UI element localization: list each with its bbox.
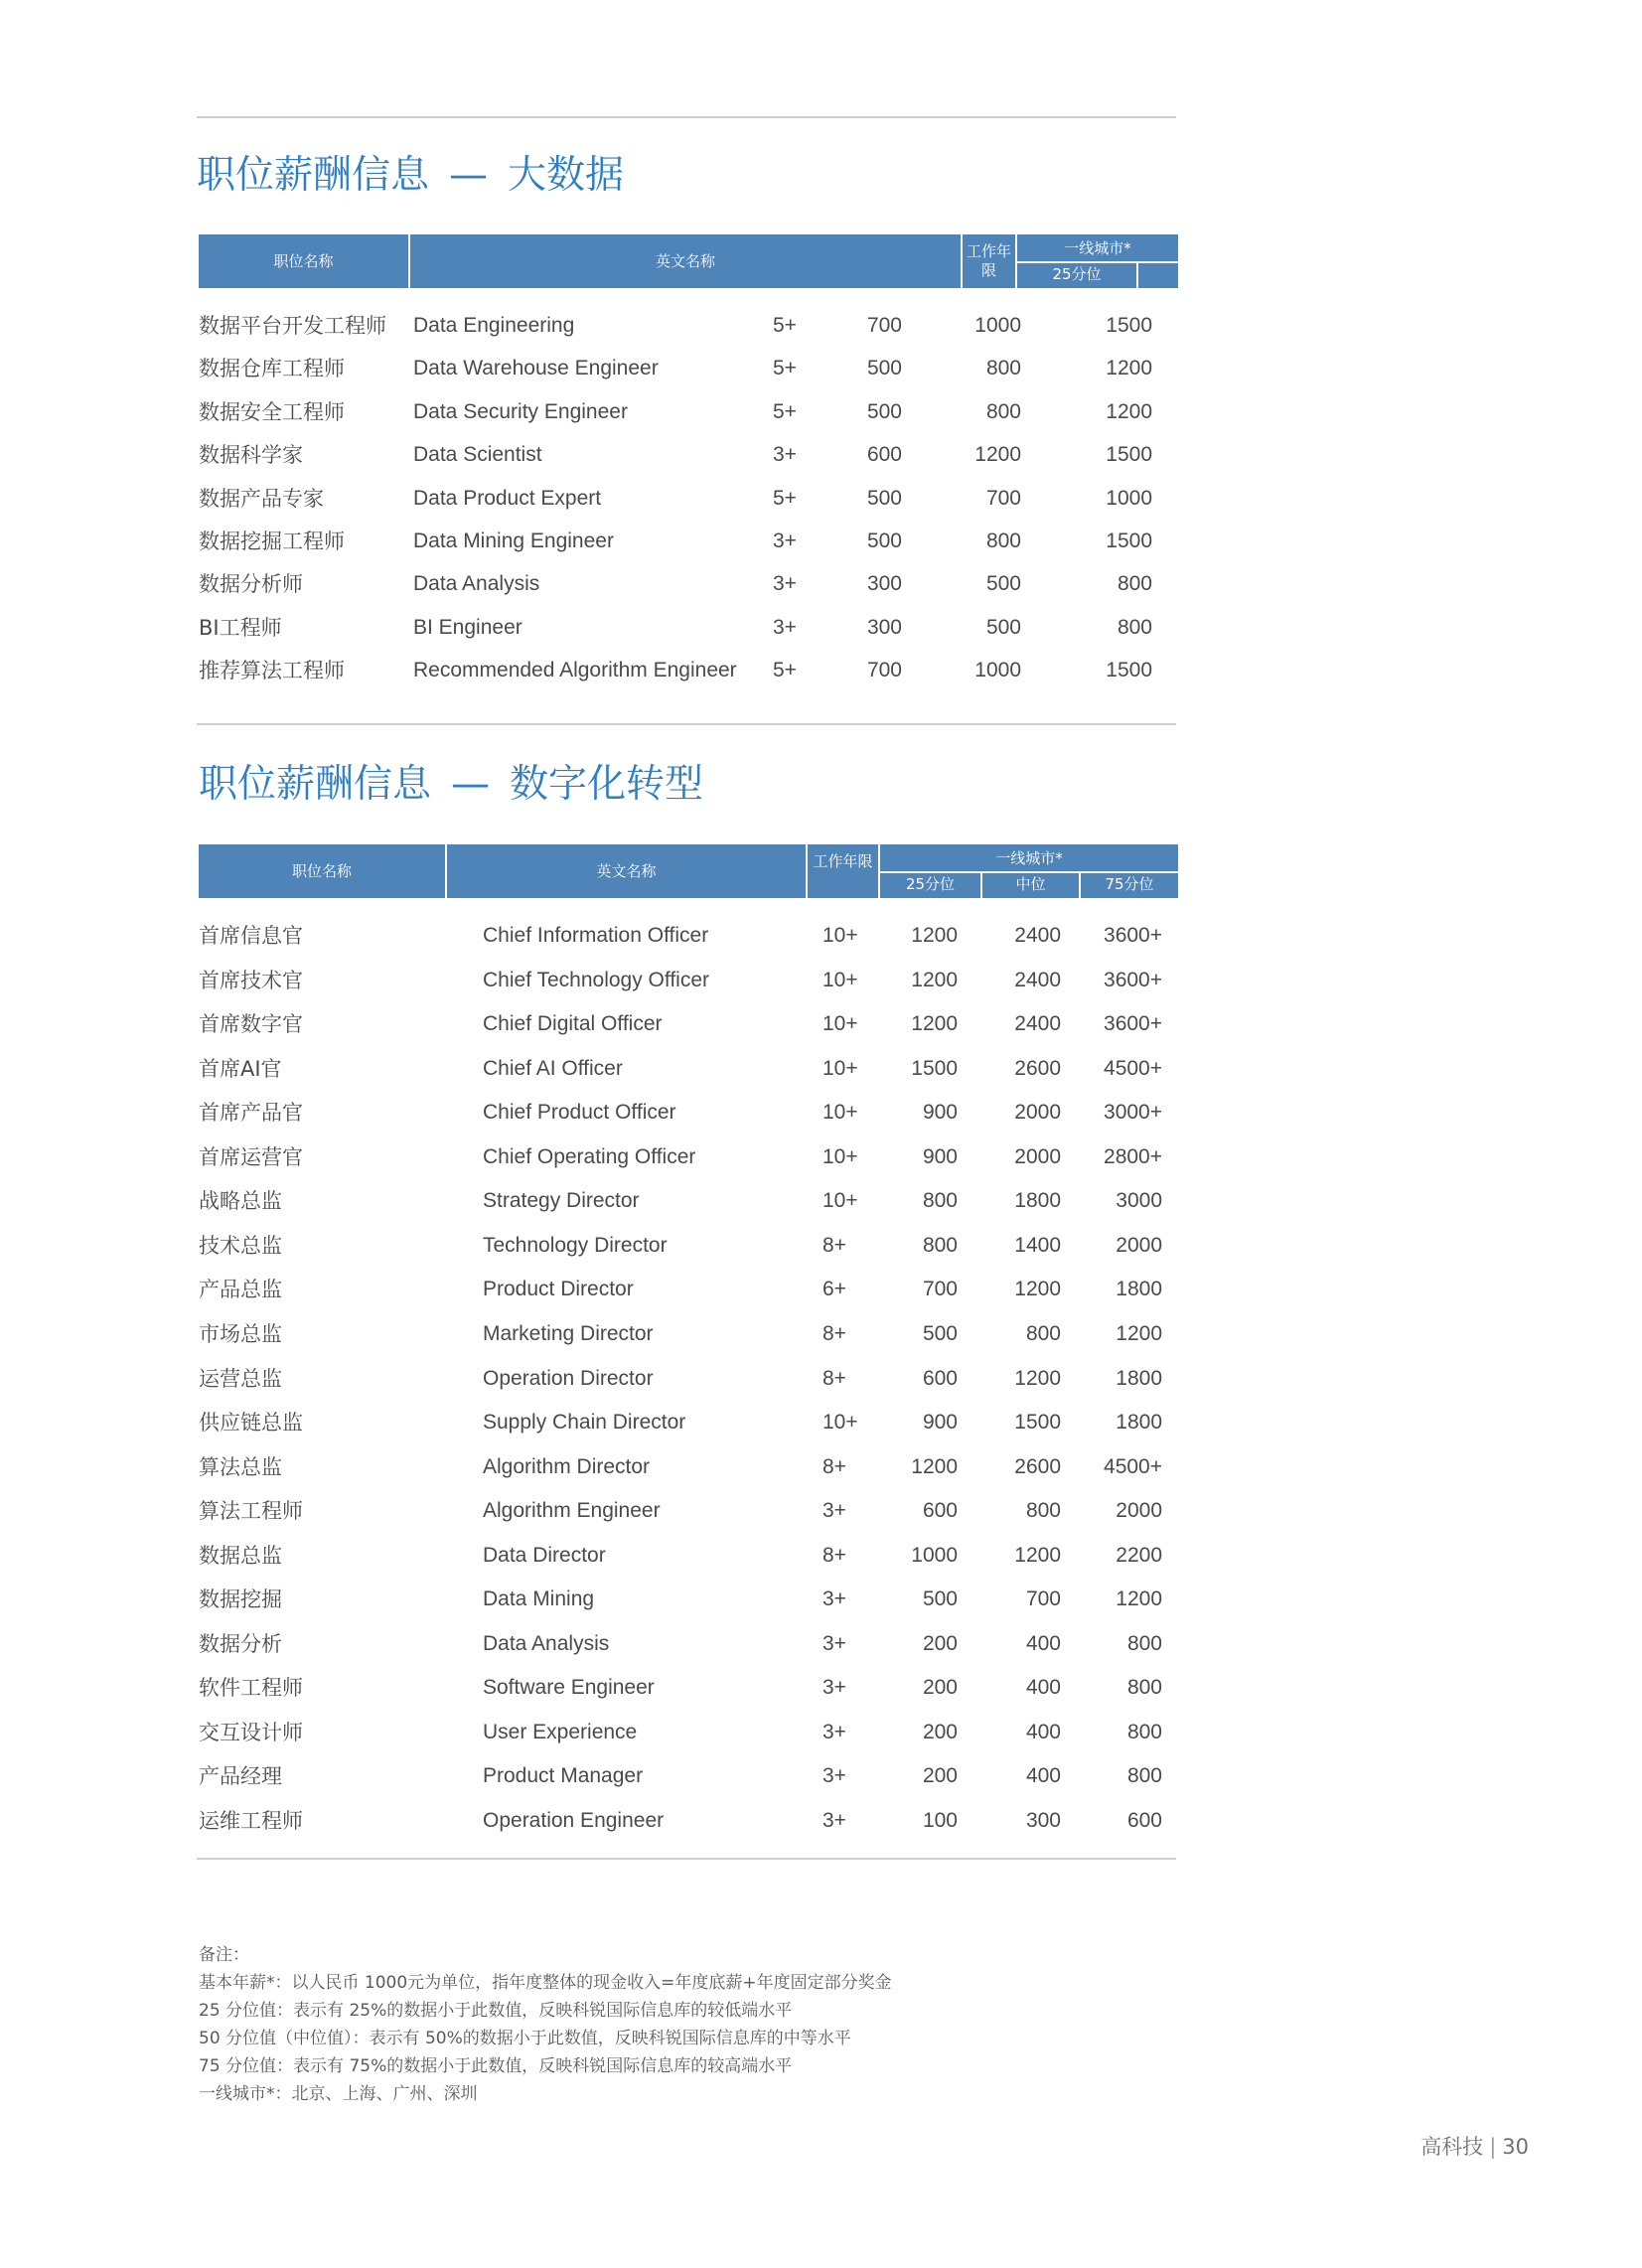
median-cell: 1200 [974,443,1021,467]
title-sub: 数字化转型 [510,762,704,807]
p75-cell: 800 [1126,1676,1162,1700]
years-cell: 5+ [773,399,797,423]
median-cell: 2000 [1014,1144,1061,1168]
role-en-cell: Data Product Expert [413,486,602,510]
role-cn-cell: 软件工程师 [199,1676,303,1701]
table-row [0,914,1642,958]
p75-cell: 800 [1117,615,1152,639]
role-en-cell: Supply Chain Director [483,1411,686,1435]
header-role-en: 英文名称 [655,252,715,270]
role-cn-cell: 首席数字官 [199,1012,303,1037]
notes [199,1941,1291,2108]
role-cn-cell: 算法总监 [199,1454,282,1479]
table-row [0,959,1642,1002]
p75-cell: 2000 [1116,1233,1162,1257]
role-en-cell: Data Scientist [413,443,542,467]
role-en-cell: Operation Engineer [483,1809,665,1832]
role-cn-cell: 数据平台开发工程师 [199,314,386,338]
table-row [0,477,1642,521]
role-cn-cell: 产品总监 [199,1278,282,1302]
role-en-cell: Product Director [483,1278,634,1301]
median-cell: 400 [1025,1631,1061,1655]
header-role-cn: 职位名称 [273,252,334,270]
median-cell: 1000 [974,659,1021,682]
role-en-cell: Chief Information Officer [483,924,709,947]
role-en-cell: Data Mining Engineer [413,529,614,552]
p75-cell: 1800 [1116,1411,1162,1435]
median-cell: 300 [1025,1809,1061,1832]
p25-cell: 600 [922,1366,958,1390]
table-row [0,1357,1642,1401]
section-title [197,152,624,200]
role-en-cell: Technology Director [483,1233,668,1257]
role-en-cell: Data Analysis [483,1631,610,1655]
p75-cell: 3000+ [1104,1101,1162,1125]
table-row [0,1489,1642,1533]
table-row [0,1135,1642,1179]
median-cell: 2000 [1014,1101,1061,1125]
role-cn-cell: 数据分析师 [199,572,303,597]
top-rule [197,116,1176,118]
years-cell: 3+ [773,615,797,639]
header-p75: 75分位 [1105,875,1154,893]
page-footer [1420,2132,1529,2162]
footer-category: 高科技 [1420,2135,1484,2159]
role-cn-cell: 首席技术官 [199,968,303,992]
role-en-cell: Strategy Director [483,1189,640,1213]
p75-cell: 4500+ [1104,1056,1162,1080]
role-cn-cell: 推荐算法工程师 [199,659,345,683]
median-cell: 800 [1025,1499,1061,1523]
p25-cell: 500 [866,486,902,510]
table-row [0,606,1642,650]
p25-cell: 800 [922,1189,958,1213]
role-en-cell: Algorithm Director [483,1454,651,1478]
role-en-cell: Chief Operating Officer [483,1144,696,1168]
table-row [0,1091,1642,1134]
role-en-cell: Data Director [483,1543,606,1567]
p75-cell: 3600+ [1104,968,1162,991]
role-en-cell: Chief Digital Officer [483,1012,663,1036]
table-row [0,1401,1642,1444]
p75-cell: 2800+ [1104,1144,1162,1168]
section-rule [197,1858,1176,1860]
median-cell: 2400 [1014,924,1061,947]
median-cell: 500 [985,615,1021,639]
years-cell: 5+ [773,659,797,682]
p25-cell: 300 [866,615,902,639]
years-cell: 10+ [822,1189,858,1213]
years-cell: 8+ [822,1233,846,1257]
p25-cell: 1200 [911,1454,958,1478]
header-role-cn: 职位名称 [291,862,352,880]
role-cn-cell: 首席产品官 [199,1101,303,1126]
role-cn-cell: 技术总监 [199,1233,282,1258]
section-rule [197,723,1176,725]
years-cell: 8+ [822,1454,846,1478]
p75-cell: 1500 [1106,659,1152,682]
table-row [0,1179,1642,1223]
page-number: 30 [1502,2135,1529,2159]
role-cn-cell: 运营总监 [199,1366,282,1391]
p25-cell: 500 [866,529,902,552]
p75-cell: 1500 [1106,443,1152,467]
role-cn-cell: 数据科学家 [199,443,303,468]
p75-cell: 1200 [1116,1321,1162,1345]
role-cn-cell: 算法工程师 [199,1499,303,1524]
p25-cell: 600 [922,1499,958,1523]
role-en-cell: Data Analysis [413,572,540,596]
role-cn-cell: 供应链总监 [199,1411,303,1436]
p75-cell: 1200 [1106,357,1152,380]
median-cell: 1800 [1014,1189,1061,1213]
p25-cell: 200 [922,1764,958,1788]
p75-cell: 1000 [1106,486,1152,510]
p75-cell: 2200 [1116,1543,1162,1567]
p75-cell: 1500 [1106,529,1152,552]
role-cn-cell: 数据产品专家 [199,486,324,511]
years-cell: 10+ [822,968,858,991]
header-group: 一线城市* [1064,239,1131,257]
header-role-en: 英文名称 [596,862,657,880]
role-en-cell: Data Mining [483,1588,595,1611]
role-cn-cell: 数据仓库工程师 [199,357,345,381]
median-cell: 2400 [1014,968,1061,991]
p25-cell: 900 [922,1144,958,1168]
median-cell: 400 [1025,1764,1061,1788]
title-dash: — [451,762,491,807]
p75-cell: 1800 [1116,1366,1162,1390]
p25-cell: 700 [866,314,902,337]
years-cell: 5+ [773,486,797,510]
p25-cell: 700 [922,1278,958,1301]
role-en-cell: BI Engineer [413,615,522,639]
table-row [0,520,1642,563]
title-main: 职位薪酬信息 [199,762,432,807]
table-row [0,1622,1642,1666]
role-en-cell: Chief Product Officer [483,1101,676,1125]
years-cell: 3+ [773,443,797,467]
median-cell: 700 [1025,1588,1061,1611]
median-cell: 400 [1025,1720,1061,1743]
p25-cell: 300 [866,572,902,596]
note-p25: 25 分位值：表示有 25%的数据小于此数值，反映科锐国际信息库的较低端水平 [199,2001,793,2021]
median-cell: 800 [985,529,1021,552]
p75-cell: 600 [1126,1809,1162,1832]
years-cell: 8+ [822,1366,846,1390]
p75-cell: 3600+ [1104,924,1162,947]
p75-cell: 3600+ [1104,1012,1162,1036]
title-dash: — [449,153,489,198]
years-cell: 10+ [822,1056,858,1080]
table-row [0,433,1642,477]
years-cell: 10+ [822,1411,858,1435]
p75-cell: 3000 [1116,1189,1162,1213]
median-cell: 1400 [1014,1233,1061,1257]
p75-cell: 1800 [1116,1278,1162,1301]
role-en-cell: Data Security Engineer [413,399,628,423]
role-cn-cell: BI工程师 [199,615,282,640]
role-cn-cell: 数据分析 [199,1631,282,1656]
median-cell: 1200 [1014,1366,1061,1390]
p75-cell: 1200 [1106,399,1152,423]
table-row [0,1047,1642,1091]
table-header [199,844,1178,898]
note-p50: 50 分位值（中位值）：表示有 50%的数据小于此数值，反映科锐国际信息库的中等水平 [199,2029,851,2048]
years-cell: 3+ [822,1631,846,1655]
role-cn-cell: 运维工程师 [199,1809,303,1833]
role-en-cell: Chief AI Officer [483,1056,623,1080]
header-p75: 75分位 [1291,265,1342,283]
section-title [199,761,703,809]
role-en-cell: Product Manager [483,1764,644,1788]
role-cn-cell: 数据挖掘工程师 [199,529,345,553]
role-en-cell: Algorithm Engineer [483,1499,661,1523]
note-p75: 75 分位值：表示有 75%的数据小于此数值，反映科锐国际信息库的较高端水平 [199,2056,793,2076]
table-row [0,649,1642,692]
median-cell: 800 [985,357,1021,380]
role-en-cell: Recommended Algorithm Engineer [413,659,737,682]
role-en-cell: Software Engineer [483,1676,655,1700]
p25-cell: 600 [866,443,902,467]
table-row [0,1666,1642,1710]
table-row [0,304,1642,348]
p75-cell: 4500+ [1104,1454,1162,1478]
table-header [199,234,1342,288]
years-cell: 3+ [822,1676,846,1700]
role-cn-cell: 市场总监 [199,1321,282,1346]
p75-cell: 800 [1126,1720,1162,1743]
table-row [0,1578,1642,1621]
role-cn-cell: 交互设计师 [199,1720,303,1744]
role-en-cell: Chief Technology Officer [483,968,710,991]
table-row [0,1268,1642,1311]
years-cell: 6+ [822,1278,846,1301]
p75-cell: 2000 [1116,1499,1162,1523]
header-p25: 25分位 [1052,265,1102,283]
table-row [0,1534,1642,1578]
table-row [0,1799,1642,1843]
p25-cell: 500 [866,357,902,380]
footer-separator: | [1489,2135,1497,2159]
notes-label: 备注： [199,1945,249,1965]
table-row [0,390,1642,434]
years-cell: 3+ [822,1499,846,1523]
role-en-cell: User Experience [483,1720,638,1743]
role-cn-cell: 产品经理 [199,1764,282,1789]
role-en-cell: Data Warehouse Engineer [413,357,659,380]
years-cell: 8+ [822,1543,846,1567]
years-cell: 3+ [773,529,797,552]
p25-cell: 200 [922,1631,958,1655]
p75-cell: 1200 [1116,1588,1162,1611]
median-cell: 400 [1025,1676,1061,1700]
p25-cell: 1200 [911,1012,958,1036]
title-main: 职位薪酬信息 [197,153,430,198]
role-cn-cell: 数据安全工程师 [199,399,345,424]
table-row [0,1002,1642,1046]
median-cell: 1200 [1014,1278,1061,1301]
years-cell: 3+ [822,1764,846,1788]
role-cn-cell: 战略总监 [199,1189,282,1214]
years-cell: 10+ [822,1101,858,1125]
years-cell: 5+ [773,314,797,337]
role-en-cell: Data Engineering [413,314,575,337]
p75-cell: 800 [1126,1764,1162,1788]
p25-cell: 500 [866,399,902,423]
years-cell: 5+ [773,357,797,380]
table-row [0,562,1642,606]
role-en-cell: Marketing Director [483,1321,654,1345]
table-row [0,1445,1642,1489]
median-cell: 800 [1025,1321,1061,1345]
table-row [0,1312,1642,1356]
median-cell: 1500 [1014,1411,1061,1435]
p25-cell: 900 [922,1101,958,1125]
role-cn-cell: 数据总监 [199,1543,282,1568]
median-cell: 500 [985,572,1021,596]
p25-cell: 700 [866,659,902,682]
median-cell: 2600 [1014,1454,1061,1478]
p75-cell: 1500 [1106,314,1152,337]
p25-cell: 1500 [911,1056,958,1080]
table-row [0,1711,1642,1754]
years-cell: 10+ [822,924,858,947]
p25-cell: 1200 [911,924,958,947]
p25-cell: 500 [922,1588,958,1611]
years-cell: 3+ [822,1720,846,1743]
years-cell: 3+ [773,572,797,596]
p25-cell: 200 [922,1676,958,1700]
p25-cell: 1200 [911,968,958,991]
role-en-cell: Operation Director [483,1366,654,1390]
median-cell: 2400 [1014,1012,1061,1036]
p25-cell: 500 [922,1321,958,1345]
years-cell: 10+ [822,1144,858,1168]
header-years: 工作年限 [966,242,1011,279]
table-row [0,347,1642,390]
header-median: 中位 [1181,265,1212,283]
median-cell: 800 [985,399,1021,423]
note-tier1-cities: 一线城市*：北京、上海、广州、深圳 [199,2084,478,2104]
note-base-salary: 基本年薪*：以人民币 1000元为单位，指年度整体的现金收入=年度底薪+年度固定部分奖金 [199,1973,892,1993]
p75-cell: 800 [1117,572,1152,596]
p25-cell: 1000 [911,1543,958,1567]
median-cell: 1000 [974,314,1021,337]
years-cell: 3+ [822,1588,846,1611]
years-cell: 3+ [822,1809,846,1832]
median-cell: 2600 [1014,1056,1061,1080]
p75-cell: 800 [1126,1631,1162,1655]
median-cell: 700 [985,486,1021,510]
years-cell: 10+ [822,1012,858,1036]
years-cell: 8+ [822,1321,846,1345]
header-years: 工作年限 [813,852,873,870]
p25-cell: 800 [922,1233,958,1257]
role-cn-cell: 首席信息官 [199,924,303,948]
title-sub: 大数据 [508,153,625,198]
median-cell: 1200 [1014,1543,1061,1567]
role-cn-cell: 首席运营官 [199,1144,303,1169]
header-median: 中位 [1015,875,1046,893]
p25-cell: 100 [922,1809,958,1832]
table-row [0,1754,1642,1798]
p25-cell: 900 [922,1411,958,1435]
p25-cell: 200 [922,1720,958,1743]
header-p25: 25分位 [905,875,956,893]
role-cn-cell: 首席AI官 [199,1056,282,1081]
role-cn-cell: 数据挖掘 [199,1588,282,1612]
table-row [0,1224,1642,1268]
header-group: 一线城市* [995,849,1063,867]
